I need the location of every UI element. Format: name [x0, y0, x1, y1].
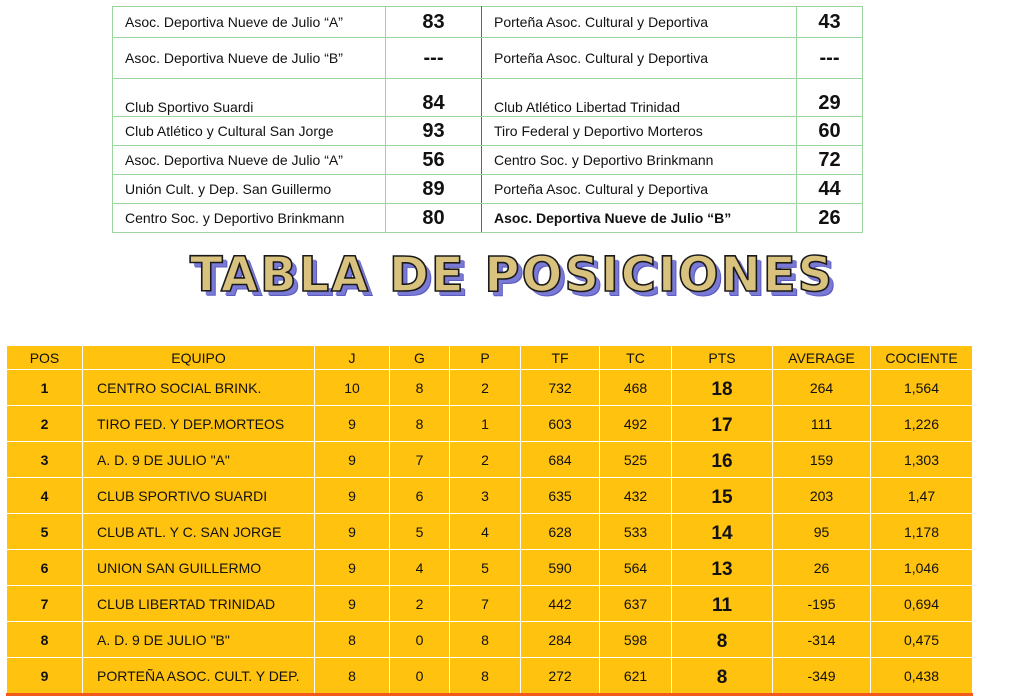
cell-tf: 684	[521, 442, 600, 478]
home-team: Asoc. Deportiva Nueve de Julio “B”	[113, 38, 386, 79]
col-header-tc: TC	[600, 346, 672, 370]
cell-p: 3	[450, 478, 521, 514]
result-row	[113, 7, 863, 38]
cell-g: 8	[390, 370, 450, 406]
cell-tf: 628	[521, 514, 600, 550]
col-header-pos: POS	[7, 346, 83, 370]
cell-pts: 17	[672, 406, 773, 442]
home-team: Club Atlético y Cultural San Jorge	[113, 117, 386, 146]
cell-j: 9	[315, 586, 390, 622]
cell-cociente: 1,178	[871, 514, 973, 550]
home-score: 93	[386, 117, 482, 146]
away-team: Porteña Asoc. Cultural y Deportiva	[482, 175, 797, 204]
cell-j: 10	[315, 370, 390, 406]
cell-pts: 16	[672, 442, 773, 478]
cell-cociente: 1,226	[871, 406, 973, 442]
cell-pos: 7	[7, 586, 83, 622]
cell-j: 9	[315, 442, 390, 478]
away-score: 44	[797, 175, 863, 204]
cell-tf: 603	[521, 406, 600, 442]
home-score: 89	[386, 175, 482, 204]
cell-tc: 637	[600, 586, 672, 622]
cell-pts: 14	[672, 514, 773, 550]
cell-tf: 442	[521, 586, 600, 622]
col-header-j: J	[315, 346, 390, 370]
cell-g: 7	[390, 442, 450, 478]
cell-equipo: CLUB ATL. Y C. SAN JORGE	[83, 514, 315, 550]
cell-g: 0	[390, 658, 450, 695]
cell-pts: 11	[672, 586, 773, 622]
cell-pos: 5	[7, 514, 83, 550]
cell-g: 4	[390, 550, 450, 586]
cell-pos: 9	[7, 658, 83, 695]
results-table	[112, 6, 863, 233]
cell-tf: 272	[521, 658, 600, 695]
cell-p: 4	[450, 514, 521, 550]
col-header-equipo: EQUIPO	[83, 346, 315, 370]
standings-row	[7, 370, 973, 406]
cell-p: 1	[450, 406, 521, 442]
col-header-g: G	[390, 346, 450, 370]
cell-tc: 492	[600, 406, 672, 442]
cell-equipo: PORTEÑA ASOC. CULT. Y DEP.	[83, 658, 315, 695]
cell-pts: 18	[672, 370, 773, 406]
away-score: 29	[797, 79, 863, 117]
away-score: ---	[797, 38, 863, 79]
away-score: 26	[797, 204, 863, 233]
standings-row	[7, 550, 973, 586]
home-team: Club Sportivo Suardi	[113, 79, 386, 117]
cell-p: 8	[450, 622, 521, 658]
away-team: Porteña Asoc. Cultural y Deportiva	[482, 38, 797, 79]
cell-pos: 8	[7, 622, 83, 658]
cell-equipo: CLUB SPORTIVO SUARDI	[83, 478, 315, 514]
page-title: TABLA DE POSICIONES	[189, 247, 835, 303]
home-score: 83	[386, 7, 482, 38]
cell-cociente: 0,694	[871, 586, 973, 622]
cell-average: 203	[773, 478, 871, 514]
cell-average: 26	[773, 550, 871, 586]
cell-j: 8	[315, 622, 390, 658]
cell-g: 8	[390, 406, 450, 442]
result-row	[113, 79, 863, 117]
home-team: Centro Soc. y Deportivo Brinkmann	[113, 204, 386, 233]
cell-g: 5	[390, 514, 450, 550]
cell-tf: 284	[521, 622, 600, 658]
cell-average: 159	[773, 442, 871, 478]
away-team: Centro Soc. y Deportivo Brinkmann	[482, 146, 797, 175]
cell-j: 9	[315, 478, 390, 514]
standings-table	[6, 345, 973, 696]
cell-equipo: A. D. 9 DE JULIO "A"	[83, 442, 315, 478]
home-team: Asoc. Deportiva Nueve de Julio “A”	[113, 146, 386, 175]
cell-cociente: 1,303	[871, 442, 973, 478]
standings-row	[7, 586, 973, 622]
cell-pos: 6	[7, 550, 83, 586]
away-team: Tiro Federal y Deportivo Morteros	[482, 117, 797, 146]
away-score: 72	[797, 146, 863, 175]
cell-equipo: UNION SAN GUILLERMO	[83, 550, 315, 586]
standings-row	[7, 478, 973, 514]
away-score: 43	[797, 7, 863, 38]
cell-average: 111	[773, 406, 871, 442]
away-team: Porteña Asoc. Cultural y Deportiva	[482, 7, 797, 38]
cell-pts: 15	[672, 478, 773, 514]
home-score: 80	[386, 204, 482, 233]
standings-row	[7, 442, 973, 478]
cell-equipo: TIRO FED. Y DEP.MORTEOS	[83, 406, 315, 442]
home-team: Unión Cult. y Dep. San Guillermo	[113, 175, 386, 204]
result-row	[113, 204, 863, 233]
cell-g: 0	[390, 622, 450, 658]
away-score: 60	[797, 117, 863, 146]
cell-pts: 8	[672, 658, 773, 695]
standings-row	[7, 622, 973, 658]
cell-p: 5	[450, 550, 521, 586]
cell-j: 9	[315, 406, 390, 442]
cell-cociente: 1,47	[871, 478, 973, 514]
home-score: 84	[386, 79, 482, 117]
cell-tc: 564	[600, 550, 672, 586]
cell-g: 6	[390, 478, 450, 514]
standings-row	[7, 514, 973, 550]
cell-equipo: CLUB LIBERTAD TRINIDAD	[83, 586, 315, 622]
cell-tc: 432	[600, 478, 672, 514]
cell-j: 8	[315, 658, 390, 695]
cell-tc: 621	[600, 658, 672, 695]
away-team: Club Atlético Libertad Trinidad	[482, 79, 797, 117]
cell-cociente: 0,475	[871, 622, 973, 658]
cell-tc: 533	[600, 514, 672, 550]
result-row	[113, 38, 863, 79]
cell-j: 9	[315, 550, 390, 586]
home-team: Asoc. Deportiva Nueve de Julio “A”	[113, 7, 386, 38]
standings-row	[7, 406, 973, 442]
cell-equipo: A. D. 9 DE JULIO "B"	[83, 622, 315, 658]
cell-p: 7	[450, 586, 521, 622]
col-header-average: AVERAGE	[773, 346, 871, 370]
col-header-pts: PTS	[672, 346, 773, 370]
cell-cociente: 0,438	[871, 658, 973, 695]
cell-pts: 8	[672, 622, 773, 658]
cell-tc: 525	[600, 442, 672, 478]
result-row	[113, 146, 863, 175]
cell-cociente: 1,564	[871, 370, 973, 406]
result-row	[113, 117, 863, 146]
cell-j: 9	[315, 514, 390, 550]
cell-equipo: CENTRO SOCIAL BRINK.	[83, 370, 315, 406]
col-header-cociente: COCIENTE	[871, 346, 973, 370]
cell-average: 95	[773, 514, 871, 550]
away-team: Asoc. Deportiva Nueve de Julio “B”	[482, 204, 797, 233]
cell-tc: 468	[600, 370, 672, 406]
cell-pos: 2	[7, 406, 83, 442]
standings-header-row	[7, 346, 973, 370]
home-score: 56	[386, 146, 482, 175]
cell-pos: 3	[7, 442, 83, 478]
result-row	[113, 175, 863, 204]
cell-average: 264	[773, 370, 871, 406]
col-header-p: P	[450, 346, 521, 370]
cell-p: 2	[450, 442, 521, 478]
cell-average: -195	[773, 586, 871, 622]
home-score: ---	[386, 38, 482, 79]
cell-tf: 590	[521, 550, 600, 586]
cell-pts: 13	[672, 550, 773, 586]
cell-pos: 1	[7, 370, 83, 406]
cell-pos: 4	[7, 478, 83, 514]
cell-p: 2	[450, 370, 521, 406]
standings-row	[7, 658, 973, 695]
cell-tf: 635	[521, 478, 600, 514]
cell-tf: 732	[521, 370, 600, 406]
cell-average: -314	[773, 622, 871, 658]
cell-tc: 598	[600, 622, 672, 658]
cell-average: -349	[773, 658, 871, 695]
col-header-tf: TF	[521, 346, 600, 370]
cell-p: 8	[450, 658, 521, 695]
cell-cociente: 1,046	[871, 550, 973, 586]
cell-g: 2	[390, 586, 450, 622]
